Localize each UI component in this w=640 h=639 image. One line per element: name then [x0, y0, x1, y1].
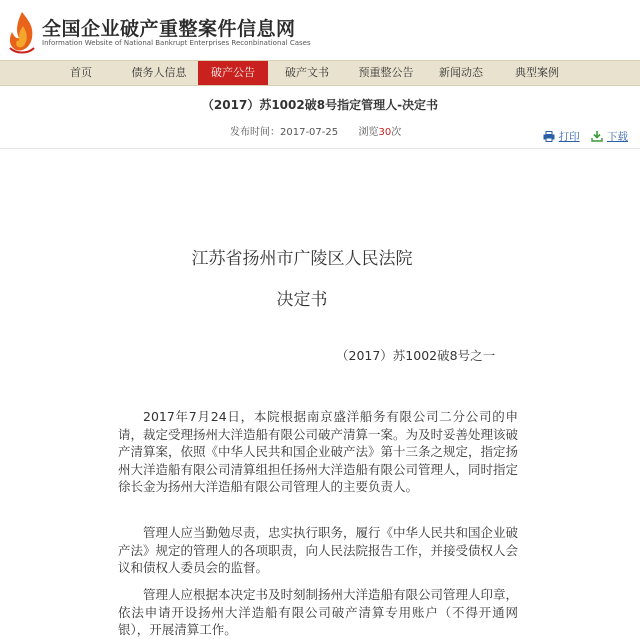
download-button[interactable]: [591, 129, 628, 144]
flame-logo-icon[interactable]: [6, 10, 38, 54]
divider: [0, 148, 640, 149]
nav-home[interactable]: 首页: [70, 66, 92, 79]
site-header: [0, 0, 640, 60]
article-tools: [535, 129, 628, 144]
nav-bankruptcy-documents[interactable]: 破产文书: [285, 66, 329, 79]
views-suffix: 次: [391, 127, 402, 138]
download-label: 下载: [607, 131, 628, 143]
nav-typical-cases[interactable]: 典型案例: [515, 66, 559, 79]
print-label: 打印: [558, 131, 580, 143]
views-count: 30: [378, 127, 392, 138]
document-type: 决定书: [276, 290, 328, 310]
publish-date: 2017-07-25: [280, 127, 339, 138]
site-title[interactable]: 全国企业破产重整案件信息网: [42, 18, 296, 40]
main-nav: [0, 60, 640, 86]
article-meta: [230, 123, 401, 138]
views-label: 浏览: [358, 127, 379, 138]
article-title: （2017）苏1002破8号指定管理人-决定书: [201, 98, 439, 112]
paragraph-3: 管理人应根据本决定书及时刻制扬州大洋造船有限公司管理人印章，依法申请开设扬州大洋造船有限公司破产清算专用账户（不得开通网银），开展清算工作。: [118, 587, 519, 637]
paragraph-2: 管理人应当勤勉尽责，忠实执行职务，履行《中华人民共和国企业破产法》规定的管理人的各项职责，向人民法院报告工作，并接受债权人会议和债权人委员会的监督。: [118, 525, 519, 575]
paragraph-1: 2017年7月24日，本院根据南京盛洋船务有限公司二分公司的申请，裁定受理扬州大洋造船有限公司破产清算一案。为及时妥善处理该破产清算案，依照《中华人民共和国企业破产法》第十三条之规定，指定扬州大洋造船有限公司清算组担任扬州大洋造船有限公司管理人，同时指定徐长金为扬州大洋造船有限公司管理人的主要负责人。: [118, 409, 519, 494]
nav-pre-reorganization-notice[interactable]: 预重整公告: [358, 66, 414, 79]
nav-news[interactable]: 新闻动态: [439, 66, 483, 79]
printer-icon: [543, 131, 555, 142]
site-subtitle: Information Website of National Bankrupt Enterprises Reconbinational Cases: [42, 39, 311, 47]
nav-debtor-info[interactable]: 债务人信息: [131, 66, 187, 79]
court-name: 江苏省扬州市广陵区人民法院: [191, 249, 413, 269]
nav-bankruptcy-notice[interactable]: 破产公告: [198, 61, 268, 85]
publish-label: 发布时间：: [230, 127, 280, 138]
download-icon: [591, 131, 603, 142]
print-button[interactable]: [543, 129, 580, 144]
document-number: （2017）苏1002破8号之一: [336, 348, 496, 363]
